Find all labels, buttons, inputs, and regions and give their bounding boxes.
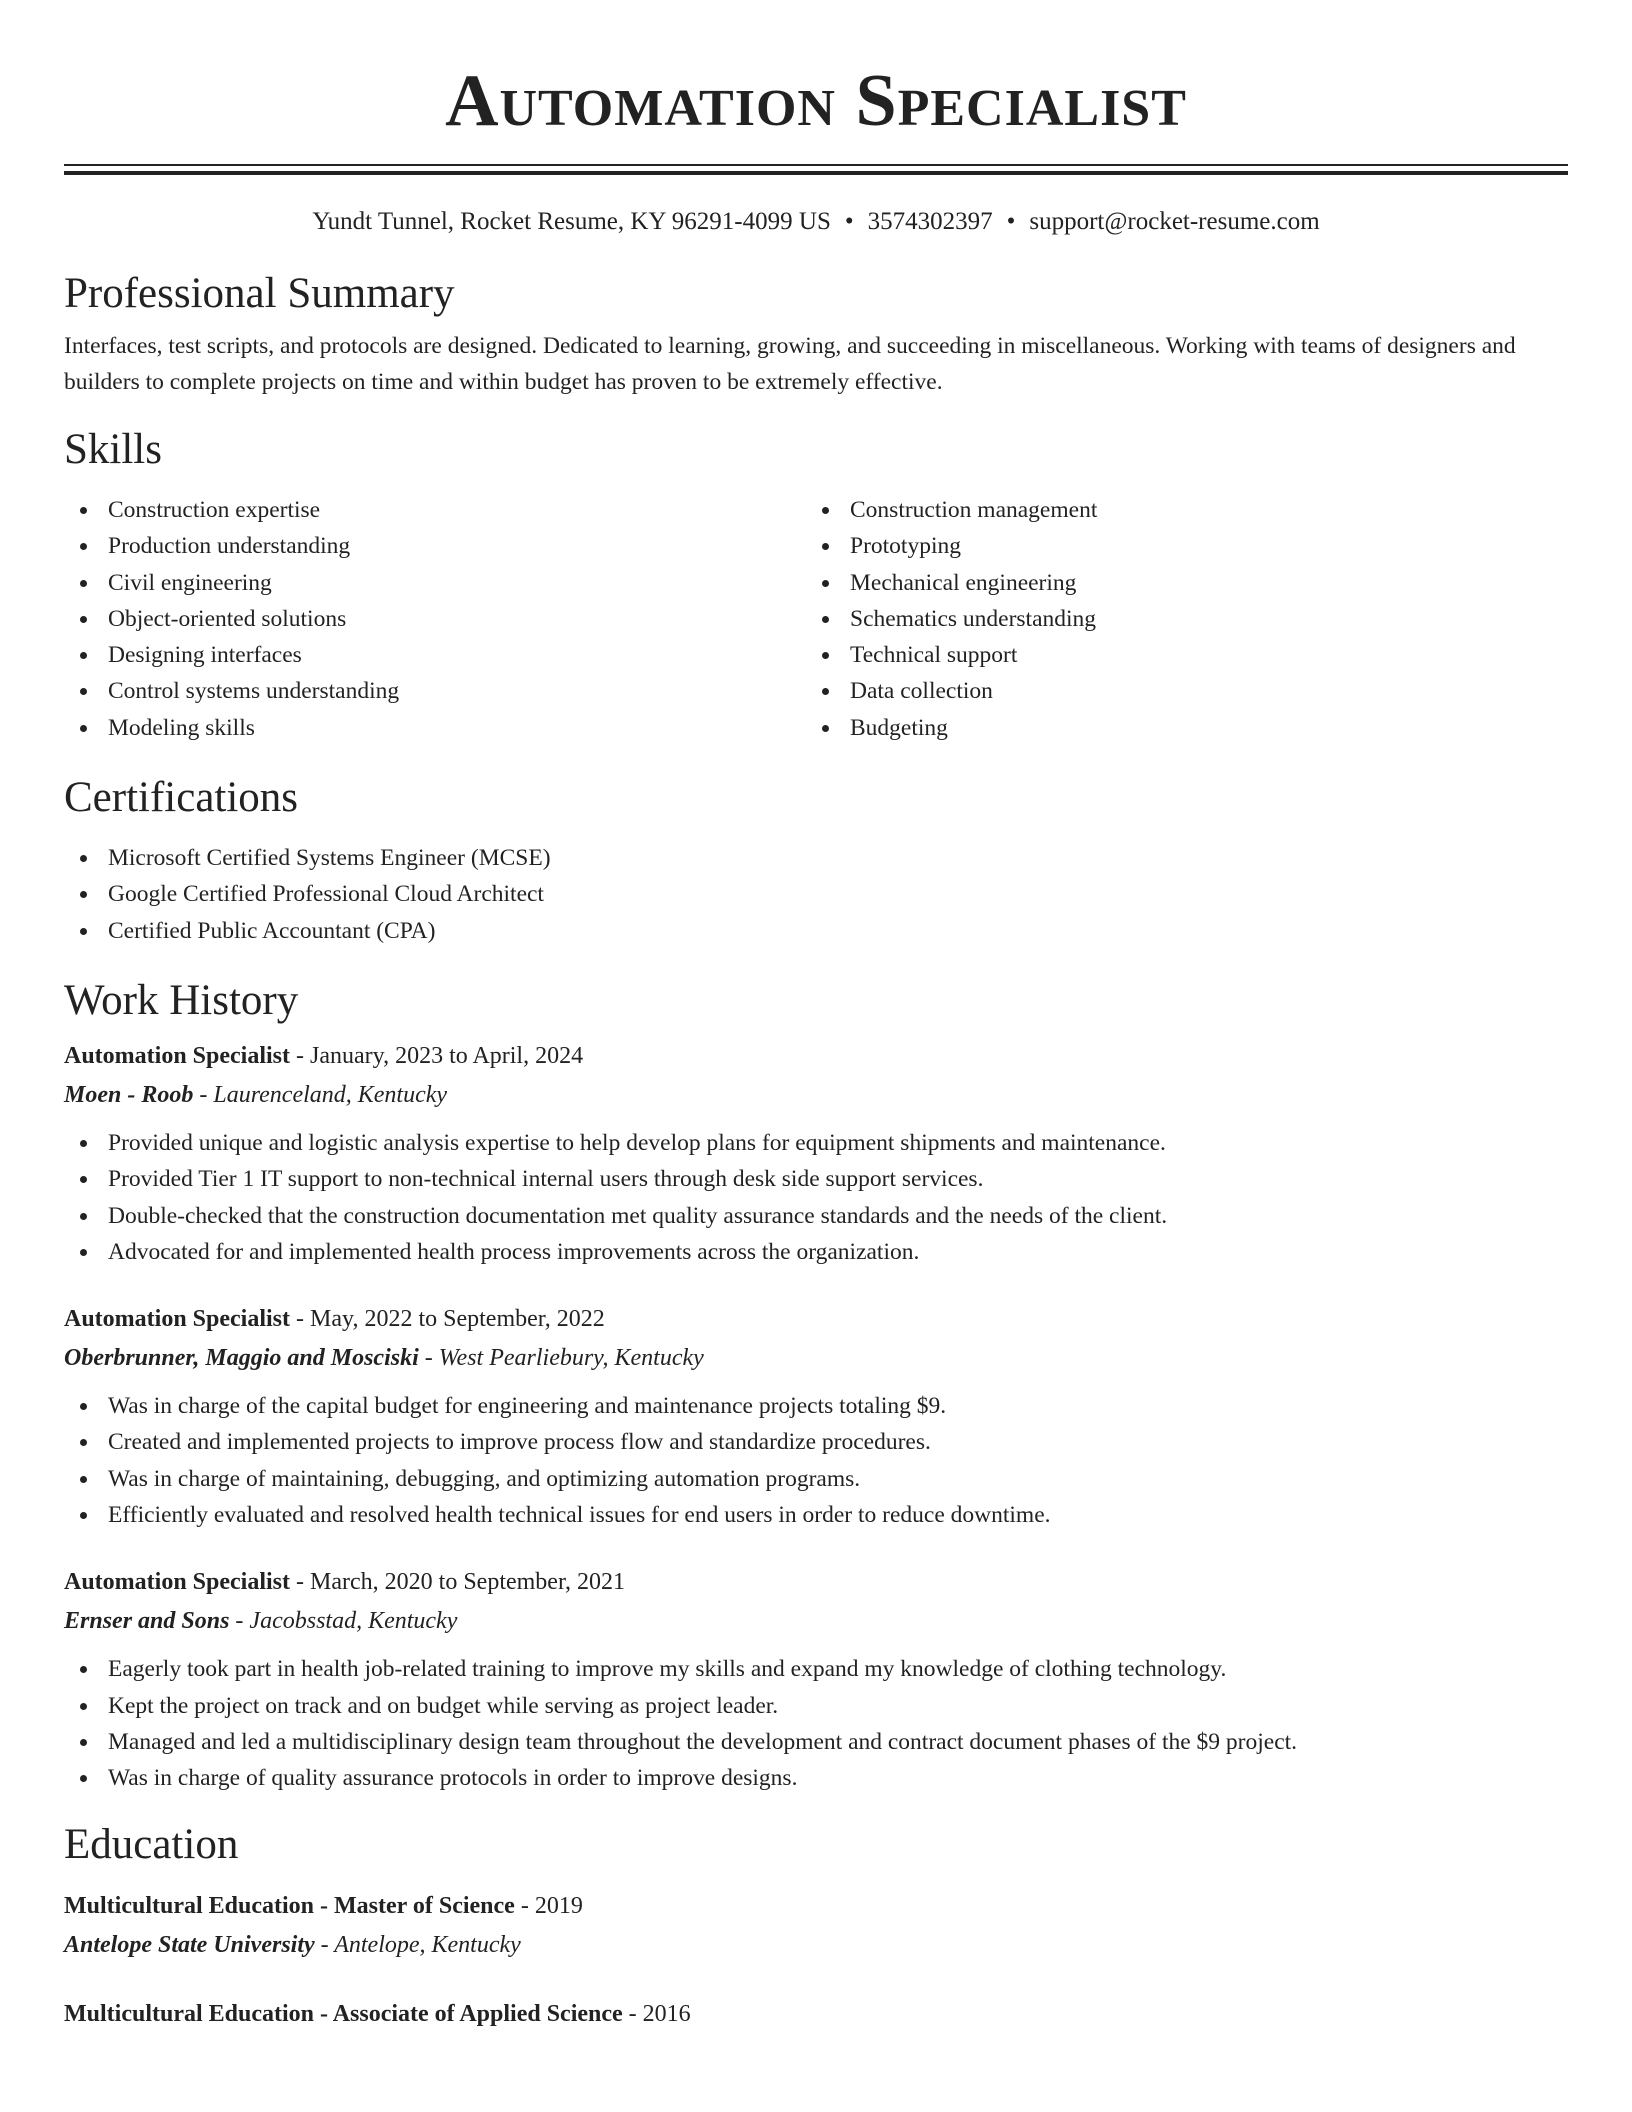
contact-separator: • (1006, 208, 1016, 235)
skill-item: Mechanical engineering (806, 565, 1548, 601)
skills-list-right (806, 492, 1548, 746)
skill-item: Construction management (806, 492, 1548, 528)
certification-item: Certified Public Accountant (CPA) (64, 913, 1568, 949)
job-bullets (64, 1388, 1568, 1533)
contact-phone: 3574302397 (867, 208, 993, 235)
skill-item: Construction expertise (64, 492, 806, 528)
job-location: Jacobsstad, Kentucky (249, 1608, 458, 1635)
job-bullet: Was in charge of the capital budget for engineering and maintenance projects totaling $9. (64, 1388, 1568, 1424)
job-title-line: Automation Specialist - May, 2022 to September, 2022 (64, 1306, 605, 1333)
education-section (64, 1819, 1568, 2033)
skill-item: Schematics understanding (806, 601, 1548, 637)
skill-item: Budgeting (806, 710, 1548, 746)
job-dates: January, 2023 to April, 2024 (310, 1042, 584, 1069)
summary-text: Interfaces, test scripts, and protocols are designed. Dedicated to learning, growing, and succeeding in miscellaneous. Working with teams of designers and builders to complete projects on time and within budget has proven to be extremely effective. (64, 333, 1516, 395)
job-bullet: Managed and led a multidisciplinary design team throughout the development and contract document phases of the $9 project. (64, 1724, 1568, 1760)
job-title-line: Automation Specialist - March, 2020 to September, 2021 (64, 1569, 625, 1596)
skill-item: Designing interfaces (64, 637, 806, 673)
job-entry (64, 1300, 1568, 1533)
job-bullet: Was in charge of quality assurance protocols in order to improve designs. (64, 1760, 1568, 1796)
job-dates: March, 2020 to September, 2021 (310, 1569, 625, 1596)
education-degree: Multicultural Education - Master of Science (64, 1892, 515, 1919)
rule-thin-line (64, 164, 1568, 166)
job-entry (64, 1563, 1568, 1796)
job-company-line: Oberbrunner, Maggio and Mosciski - West Pearliebury, Kentucky (64, 1345, 704, 1372)
job-bullets (64, 1651, 1568, 1796)
skills-grid (64, 492, 1568, 746)
job-bullet: Was in charge of maintaining, debugging, and optimizing automation programs. (64, 1461, 1568, 1497)
education-entry (64, 1887, 1568, 1965)
certification-item: Microsoft Certified Systems Engineer (MCSE) (64, 840, 1568, 876)
skill-item: Object-oriented solutions (64, 601, 806, 637)
contact-separator: • (844, 208, 854, 235)
job-title: Automation Specialist (64, 1306, 291, 1333)
section-heading: Certifications (64, 774, 299, 822)
job-company: Oberbrunner, Maggio and Mosciski (64, 1345, 419, 1372)
job-entry (64, 1037, 1568, 1270)
job-company-line: Ernser and Sons - Jacobsstad, Kentucky (64, 1608, 458, 1635)
education-school: Antelope State University (64, 1931, 315, 1958)
work-history-section (64, 975, 1568, 1797)
job-bullet: Eagerly took part in health job-related training to improve my skills and expand my knowledge of clothing technology. (64, 1651, 1568, 1687)
education-year: 2016 (642, 2000, 691, 2027)
job-bullet: Provided unique and logistic analysis expertise to help develop plans for equipment shipments and maintenance. (64, 1125, 1568, 1161)
section-heading: Professional Summary (64, 270, 455, 317)
section-heading: Education (64, 1820, 239, 1868)
job-company: Moen - Roob (64, 1081, 194, 1108)
summary-section (64, 268, 1568, 400)
skill-item: Civil engineering (64, 565, 806, 601)
rule-thick-line (64, 171, 1568, 175)
skills-section (64, 424, 1568, 746)
section-heading: Work History (64, 976, 299, 1024)
skill-item: Control systems understanding (64, 673, 806, 709)
job-bullet: Efficiently evaluated and resolved health technical issues for end users in order to reduce downtime. (64, 1497, 1568, 1533)
education-location: Antelope, Kentucky (334, 1931, 521, 1958)
certifications-list (64, 840, 1568, 949)
job-dates: May, 2022 to September, 2022 (310, 1306, 605, 1333)
skill-item: Modeling skills (64, 710, 806, 746)
education-year: 2019 (534, 1892, 583, 1919)
skill-item: Data collection (806, 673, 1548, 709)
header-double-rule (64, 164, 1568, 176)
job-bullet: Double-checked that the construction documentation met quality assurance standards and the needs of the client. (64, 1198, 1568, 1234)
job-title: Automation Specialist (64, 1569, 291, 1596)
section-heading: Skills (64, 426, 162, 473)
skills-list-left (64, 492, 806, 746)
job-company: Ernser and Sons (64, 1608, 230, 1635)
certification-item: Google Certified Professional Cloud Architect (64, 876, 1568, 912)
certifications-section (64, 772, 1568, 949)
job-bullet: Advocated for and implemented health process improvements across the organization. (64, 1234, 1568, 1270)
contact-address: Yundt Tunnel, Rocket Resume, KY 96291-4099 US (312, 208, 831, 235)
job-company-line: Moen - Roob - Laurenceland, Kentucky (64, 1081, 448, 1108)
resume-header (64, 60, 1568, 176)
skill-item: Technical support (806, 637, 1548, 673)
education-degree-line: Multicultural Education - Master of Science - 2019 (64, 1892, 583, 1919)
skill-item: Production understanding (64, 528, 806, 564)
education-degree-line: Multicultural Education - Associate of Applied Science - 2016 (64, 2000, 691, 2027)
job-bullet: Provided Tier 1 IT support to non-technical internal users through desk side support services. (64, 1161, 1568, 1197)
education-degree: Multicultural Education - Associate of Applied Science (64, 2000, 623, 2027)
contact-line (64, 206, 1568, 238)
job-title: Automation Specialist (64, 1042, 291, 1069)
job-location: West Pearliebury, Kentucky (438, 1345, 704, 1372)
education-school-line: Antelope State University - Antelope, Kentucky (64, 1931, 521, 1958)
job-location: Laurenceland, Kentucky (213, 1081, 448, 1108)
contact-email[interactable]: support@rocket-resume.com (1029, 208, 1320, 235)
job-bullet: Kept the project on track and on budget while serving as project leader. (64, 1688, 1568, 1724)
skill-item: Prototyping (806, 528, 1548, 564)
job-bullet: Created and implemented projects to improve process flow and standardize procedures. (64, 1424, 1568, 1460)
resume-title: Automation Specialist (445, 60, 1187, 142)
education-entry (64, 1995, 1568, 2033)
job-bullets (64, 1125, 1568, 1270)
job-title-line: Automation Specialist - January, 2023 to April, 2024 (64, 1042, 584, 1069)
